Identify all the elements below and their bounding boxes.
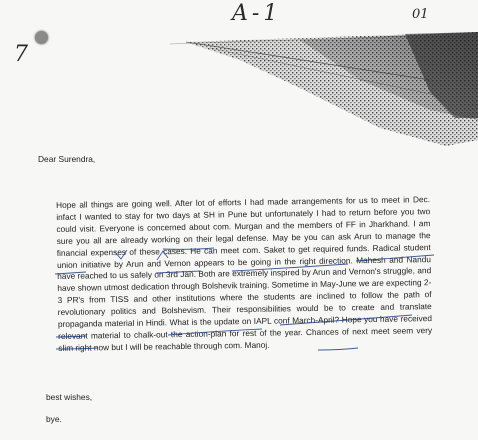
- body-line: through Bolshevik training. Sometime in May-June we are expecting 2-3 PR's from TISS and other: [57, 277, 432, 306]
- sheet-label-handwritten: A-1: [232, 1, 282, 26]
- body-line: Everyone is concerned about com. Murgan and the members of FF in Jharkhand. I am sure you all are: [56, 217, 431, 246]
- margin-mark-handwritten: 7: [14, 42, 28, 67]
- body-line: Their responsibilities would be to create and translate propaganda material in Hindi. What is the update: [57, 301, 432, 330]
- body-line: wanted to stay for two days at SH in Pune but unfortunately I had to return before you two could visit.: [56, 206, 431, 234]
- signoff-line: bye.: [46, 414, 62, 424]
- letter-body: [56, 194, 432, 355]
- body-line: Hope all things are going well. After lot of efforts I had made arrangements for us to meet in Dec. infact I: [56, 194, 431, 222]
- body-line: on IAPL conf March-April? Hope you have received relevant material to chalk-out the action-plan for rest: [58, 313, 432, 341]
- body-line: Jan. Both are extremely inspired by Arun and Vernon's struggle, and have shown utmost dedication: [57, 265, 432, 294]
- punch-hole: [35, 31, 48, 44]
- body-line: Vernon appears to be going in the right direction. Mahesh and Nandu have reached to us safely on 3rd: [57, 253, 432, 282]
- body-line: of the year. Chances of next meet seem very slim right now but I will be reachable through com. Manoj.: [58, 325, 433, 353]
- body-line: these cases. He can meet com. Saket to get required funds. Radical student union initiative by Arun and: [56, 241, 431, 270]
- salutation: Dear Surendra,: [38, 154, 96, 164]
- body-line: already working on their legal defense. May be you can ask Arun to manage the financial expenses of: [56, 229, 431, 258]
- closing-line: best wishes,: [46, 392, 93, 402]
- page-number-handwritten: 01: [412, 7, 429, 22]
- body-line: institutions where the students are inclined to follow the path of revolutionary politics and Bolshevism.: [57, 289, 432, 318]
